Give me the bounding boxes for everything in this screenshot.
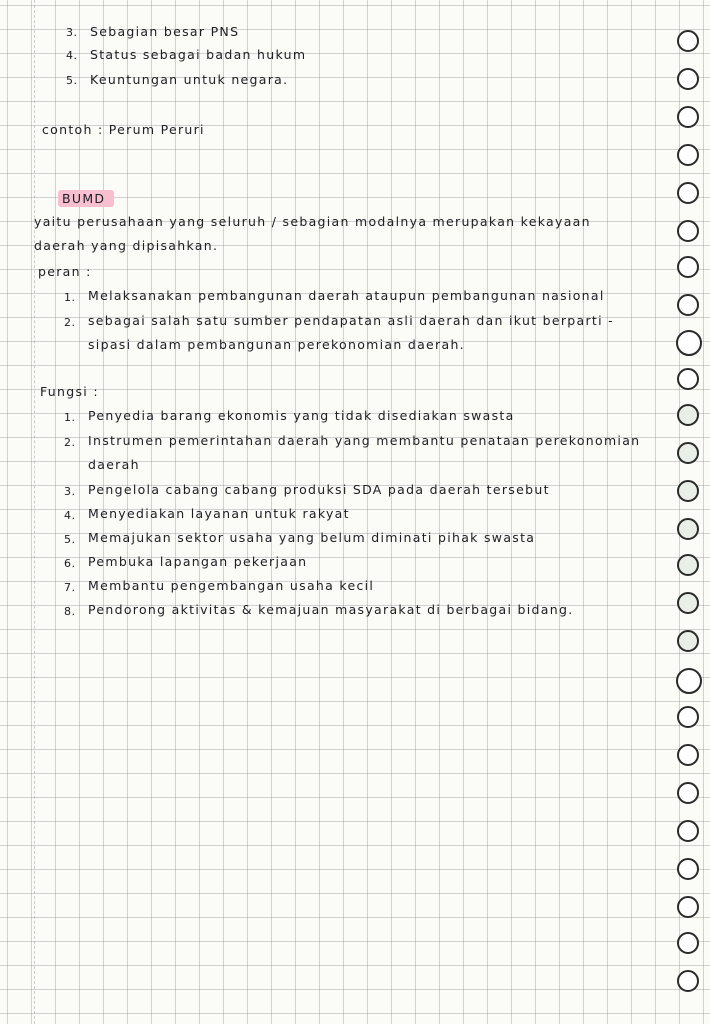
list-item-text: Penyedia barang ekonomis yang tidak disediakan swasta [88,408,515,423]
binding-hole-icon [677,106,699,128]
binding-hole-icon [677,30,699,52]
list-number: 4. [64,509,76,522]
list-item-text: Menyediakan layanan untuk rakyat [88,506,350,521]
binding-hole-icon [677,970,699,992]
list-item-text-continued: daerah [88,457,140,472]
list-item-text: sebagai salah satu sumber pendapatan asli daerah dan ikut berparti - [88,313,614,328]
definition-line: daerah yang dipisahkan. [34,238,219,253]
list-item-text: Keuntungan untuk negara. [90,72,289,87]
list-item-text: Pengelola cabang cabang produksi SDA pada daerah tersebut [88,482,550,497]
binding-hole-icon [677,744,699,766]
list-number: 1. [64,291,76,304]
list-item-text: Melaksanakan pembangunan daerah ataupun pembangunan nasional [88,288,605,303]
binding-hole-icon [676,668,702,694]
contoh-line: contoh : Perum Peruri [42,122,205,137]
list-number: 4. [66,49,78,62]
binding-hole-icon [677,782,699,804]
list-number: 2. [64,316,76,329]
binding-hole-icon [677,294,699,316]
list-item-text: Status sebagai badan hukum [90,47,307,62]
binding-hole-icon [677,706,699,728]
list-item-text: Pendorong aktivitas & kemajuan masyarakat di berbagai bidang. [88,602,574,617]
binding-hole-icon [677,220,699,242]
list-item-text: Pembuka lapangan pekerjaan [88,554,308,569]
list-number: 2. [64,436,76,449]
list-item-text: Memajukan sektor usaha yang belum diminati pihak swasta [88,530,536,545]
list-number: 3. [66,26,78,39]
list-item-text: Sebagian besar PNS [90,24,240,39]
binding-hole-icon [677,630,699,652]
binding-hole-icon [676,330,702,356]
list-item-text: Instrumen pemerintahan daerah yang membantu penataan perekonomian [88,433,641,448]
binding-hole-icon [677,256,699,278]
definition-line: yaitu perusahaan yang seluruh / sebagian modalnya merupakan kekayaan [34,214,591,229]
fungsi-label: Fungsi : [40,384,99,399]
binding-hole-icon [677,480,699,502]
list-number: 5. [64,533,76,546]
binding-hole-icon [677,554,699,576]
binding-hole-icon [677,858,699,880]
list-number: 5. [66,74,78,87]
binding-hole-icon [677,820,699,842]
binding-hole-icon [677,68,699,90]
list-number: 8. [64,605,76,618]
list-item-text-continued: sipasi dalam pembangunan perekonomian daerah. [88,337,465,352]
binding-hole-icon [677,404,699,426]
list-number: 3. [64,485,76,498]
binding-hole-icon [677,144,699,166]
binding-hole-icon [677,896,699,918]
list-item-text: Membantu pengembangan usaha kecil [88,578,375,593]
binding-hole-icon [677,518,699,540]
binding-hole-icon [677,368,699,390]
list-number: 7. [64,581,76,594]
binding-hole-icon [677,932,699,954]
binding-hole-icon [677,442,699,464]
section-heading: BUMD [62,191,106,206]
peran-label: peran : [38,264,92,279]
binding-hole-icon [677,182,699,204]
binding-hole-icon [677,592,699,614]
list-number: 6. [64,557,76,570]
list-number: 1. [64,411,76,424]
